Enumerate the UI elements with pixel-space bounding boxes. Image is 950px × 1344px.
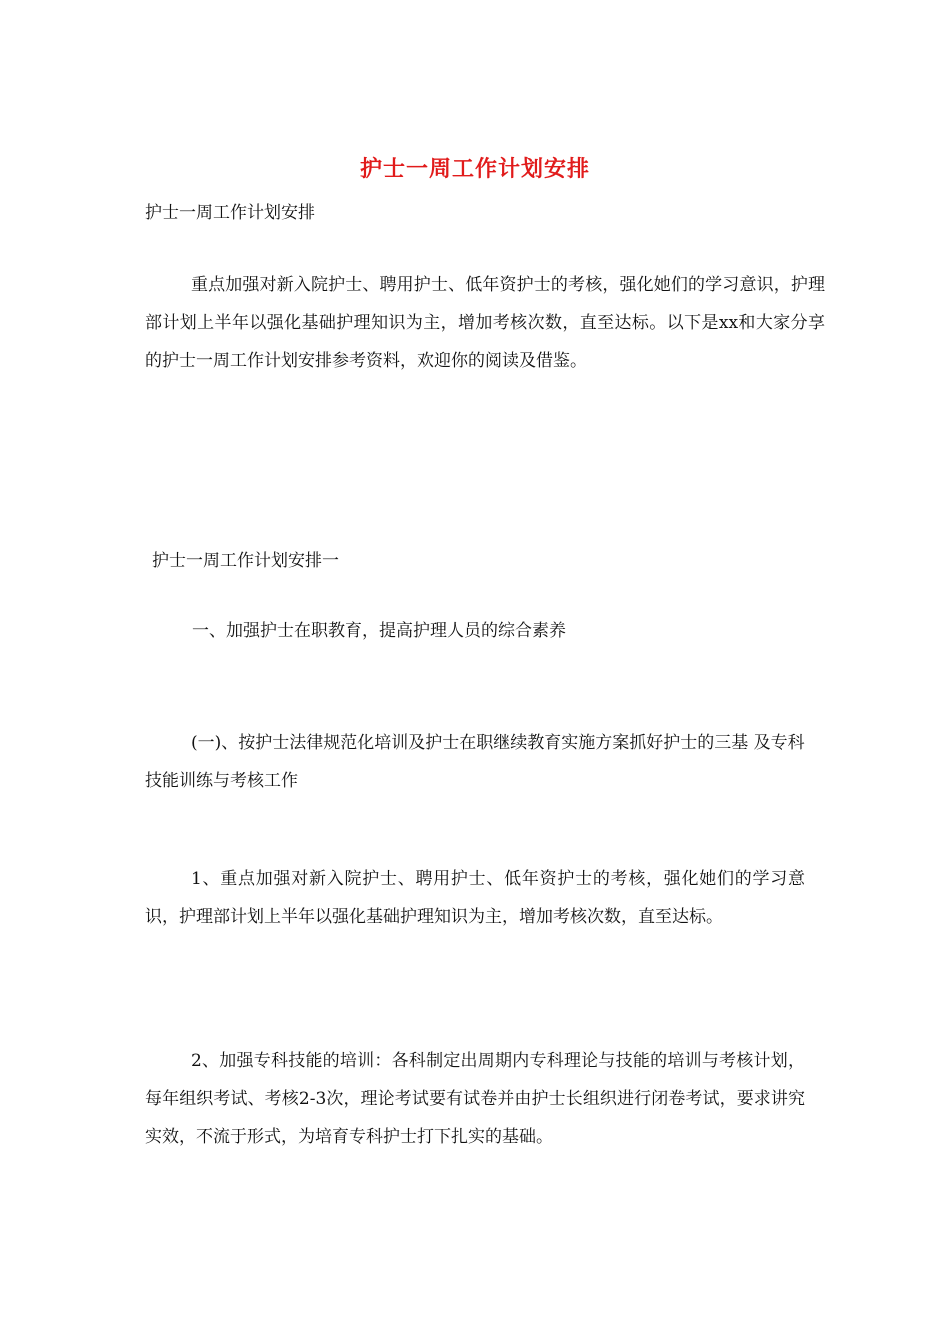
paragraph-2: 2、加强专科技能的培训：各科制定出周期内专科理论与技能的培训与考核计划，每年组织考试、考核2-3次，理论考试要有试卷并由护士长组织进行闭卷考试，要求讲究实效，不流于形式，为培育专科护士打下扎实的基础。	[145, 1051, 805, 1147]
document-title: 护士一周工作计划安排	[359, 157, 590, 182]
paragraph-1: 1、重点加强对新入院护士、聘用护士、低年资护士的考核，强化她们的学习意识，护理部计划上半年以强化基础护理知识为主，增加考核次数，直至达标。	[145, 869, 805, 927]
document-subtitle: 护士一周工作计划安排	[145, 203, 315, 223]
paragraph-a: (一)、按护士法律规范化培训及护士在职继续教育实施方案抓好护士的三基 及专科技能训练与考核工作	[145, 733, 805, 791]
section-title: 护士一周工作计划安排一	[152, 551, 339, 571]
heading-1: 一、加强护士在职教育，提高护理人员的综合素养	[192, 621, 566, 641]
intro-paragraph: 重点加强对新入院护士、聘用护士、低年资护士的考核，强化她们的学习意识，护理部计划上半年以强化基础护理知识为主，增加考核次数，直至达标。以下是xx和大家分享的护士一周工作计划安排参考资料，欢迎你的阅读及借鉴。	[145, 275, 825, 371]
